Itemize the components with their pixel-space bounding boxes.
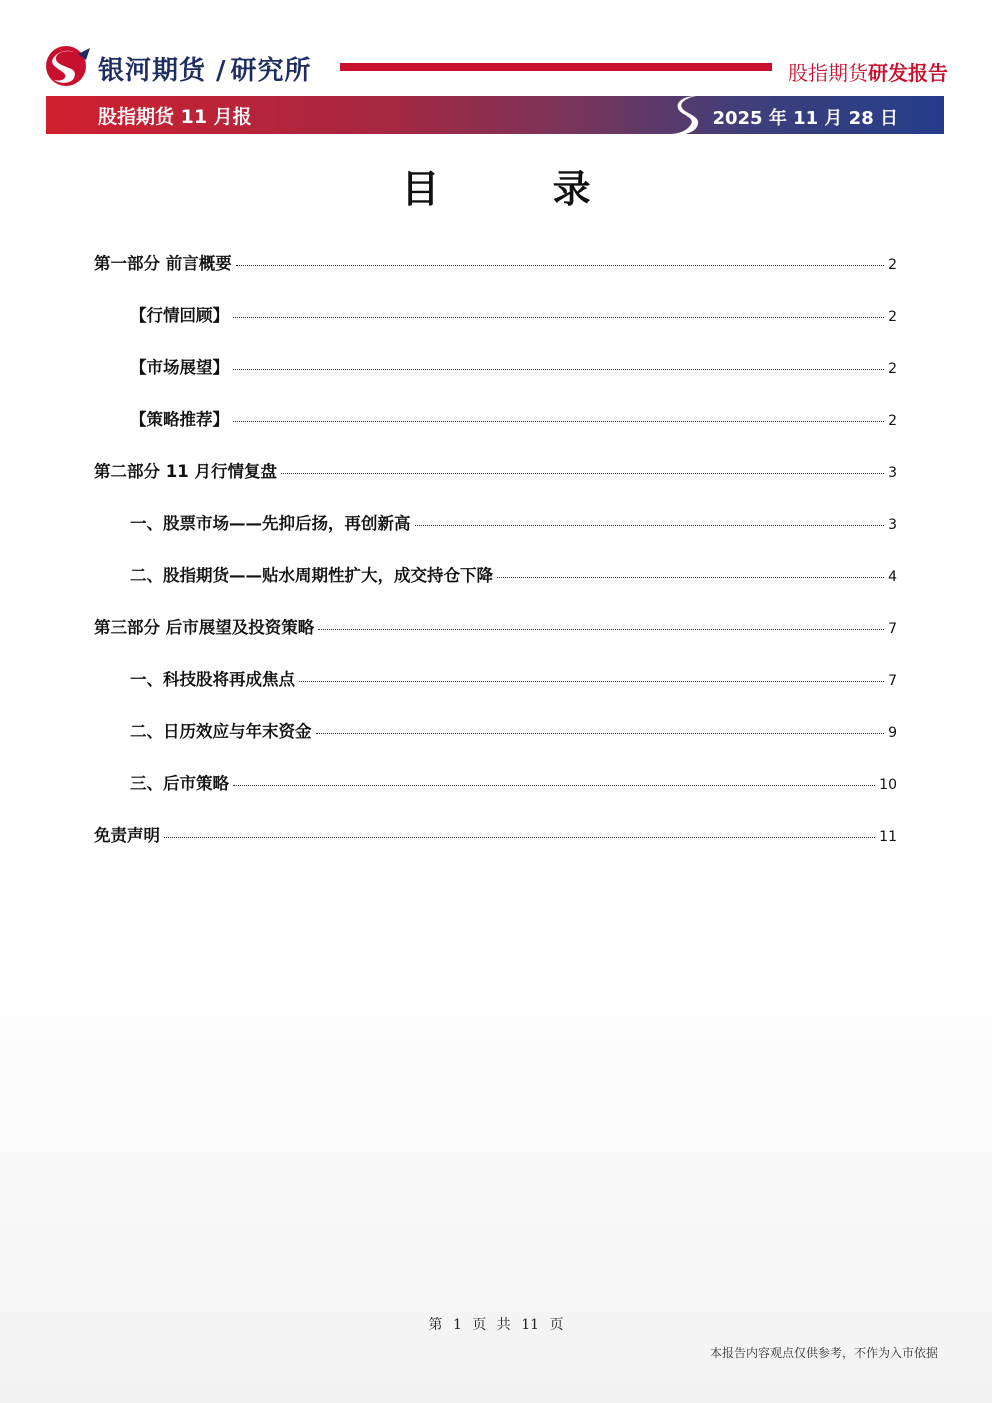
toc-leader-dots [299, 680, 884, 682]
brand-name [98, 50, 312, 87]
toc-entry-page: 11 [879, 829, 897, 845]
toc-entry-label: 【策略推荐】 [130, 410, 229, 429]
toc-leader-dots [233, 784, 875, 786]
toc-leader-dots [281, 472, 884, 474]
toc-entry-part1[interactable] [94, 250, 897, 276]
toc-leader-dots [164, 836, 875, 838]
swoosh-icon [666, 94, 706, 136]
toc-entry-page: 3 [888, 517, 897, 533]
toc-entry-strategy[interactable] [130, 406, 897, 432]
toc-entry-stock-market[interactable] [130, 510, 897, 536]
toc-entry-tech-stocks[interactable] [130, 666, 897, 692]
toc-entry-calendar-effect[interactable] [130, 718, 897, 744]
page-number: 第 1 页 共 11 页 [428, 1317, 564, 1333]
toc-entry-page: 3 [888, 465, 897, 481]
galaxy-futures-logo-icon [44, 44, 92, 88]
toc-entry-label: 三、后市策略 [130, 774, 229, 793]
toc-entry-page: 9 [888, 725, 897, 741]
toc-entry-part2[interactable] [94, 458, 897, 484]
toc-leader-dots [236, 264, 884, 266]
toc-entry-index-futures[interactable] [130, 562, 897, 588]
toc-entry-outlook-strategy[interactable] [130, 770, 897, 796]
brand-division: 研究所 [230, 56, 312, 86]
brand-company: 银河期货 [98, 56, 207, 86]
report-type-normal: 股指期货 [788, 61, 868, 85]
header-red-rule [340, 63, 772, 71]
toc-leader-dots [415, 524, 885, 526]
toc-entry-label: 二、股指期货——贴水周期性扩大，成交持仓下降 [130, 566, 493, 585]
toc-entry-page: 4 [888, 569, 897, 585]
toc-entry-page: 2 [888, 413, 897, 429]
toc-entry-label: 【市场展望】 [130, 358, 229, 377]
toc-entry-page: 7 [888, 673, 897, 689]
toc-entry-label: 免责声明 [94, 826, 160, 845]
toc-entry-page: 10 [879, 777, 897, 793]
toc-entry-disclaimer[interactable] [94, 822, 897, 848]
toc-leader-dots [497, 576, 884, 578]
toc-leader-dots [318, 628, 884, 630]
toc-entry-part3[interactable] [94, 614, 897, 640]
footer-disclaimer: 本报告内容观点仅供参考，不作为入市依据 [709, 1346, 938, 1360]
toc-entry-label: 第二部分 11 月行情复盘 [94, 462, 277, 481]
toc-entry-page: 2 [888, 309, 897, 325]
banner-title: 股指期货 11 月报 [98, 106, 252, 128]
report-type [788, 57, 948, 86]
toc-entry-page: 2 [888, 361, 897, 377]
toc-entry-label: 二、日历效应与年末资金 [130, 722, 312, 741]
toc-leader-dots [316, 732, 885, 734]
brand-slash: / [216, 56, 227, 86]
toc-entry-page: 7 [888, 621, 897, 637]
toc-entry-label: 【行情回顾】 [130, 306, 229, 325]
toc-leader-dots [233, 420, 884, 422]
toc-entry-market-outlook[interactable] [130, 354, 897, 380]
toc-entry-label: 一、科技股将再成焦点 [130, 670, 295, 689]
toc-entry-label: 第一部分 前言概要 [94, 254, 232, 273]
toc-leader-dots [233, 316, 884, 318]
toc-entry-market-review[interactable] [130, 302, 897, 328]
toc-entry-page: 2 [888, 257, 897, 273]
toc-entry-label: 一、股票市场——先抑后扬，再创新高 [130, 514, 411, 533]
toc-entry-label: 第三部分 后市展望及投资策略 [94, 618, 315, 637]
banner-date: 2025 年 11 月 28 日 [712, 108, 898, 129]
report-type-bold: 研发报告 [868, 61, 948, 85]
header-banner [46, 96, 944, 134]
toc-leader-dots [233, 368, 884, 370]
toc-title: 目 录 [401, 167, 641, 211]
